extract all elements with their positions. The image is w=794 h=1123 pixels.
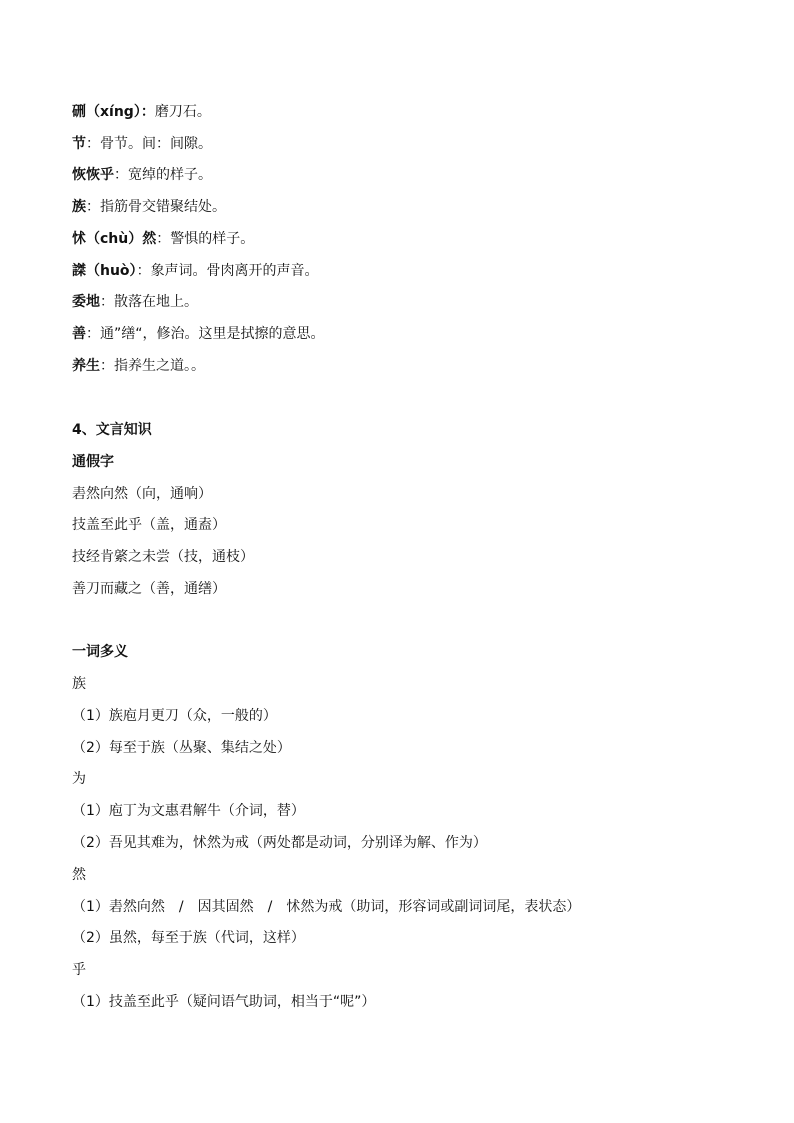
glossary-term: 节 (72, 136, 86, 152)
glossary-term: 謋（huò） (72, 263, 137, 279)
section-heading: 4、文言知识 (72, 422, 152, 438)
glossary-term: 委地 (72, 294, 100, 310)
list-item: 砉然向然（向，通响） (72, 486, 212, 502)
glossary-term: 怵（chù）然 (72, 231, 157, 247)
polysemy-item: （1）技盖至此乎（疑问语气助词，相当于“呢”） (72, 994, 376, 1010)
glossary-sep: ： (100, 358, 114, 374)
glossary-item (72, 230, 254, 248)
glossary-term: 硎（xíng） (72, 104, 141, 120)
glossary-item (72, 103, 211, 121)
polysemy-word: 然 (72, 867, 86, 883)
glossary-def: 骨节。间：间隙。 (100, 136, 212, 152)
glossary-item (72, 357, 205, 375)
glossary-item (72, 198, 226, 216)
polysemy-item: （2）吾见其难为，怵然为戒（两处都是动词，分别译为解、作为） (72, 835, 487, 851)
glossary-def: 指养生之道。。 (114, 358, 205, 374)
glossary-sep: ： (136, 263, 151, 279)
glossary-item (72, 135, 212, 153)
glossary-term: 善 (72, 326, 86, 342)
glossary-term: 恢恢乎 (72, 167, 114, 183)
glossary-sep: ： (86, 199, 100, 215)
glossary-sep: ： (86, 136, 100, 152)
glossary-sep: ： (86, 326, 100, 342)
glossary-def: 象声词。骨肉离开的声音。 (150, 263, 319, 279)
glossary-def: 警惧的样子。 (170, 231, 255, 247)
glossary-term: 养生 (72, 358, 100, 374)
glossary-term: 族 (72, 199, 86, 215)
glossary-item (72, 325, 325, 343)
list-item: 善刀而藏之（善，通缮） (72, 581, 226, 597)
glossary-item (72, 293, 198, 311)
glossary-item (72, 262, 319, 280)
glossary-sep: ： (114, 167, 128, 183)
glossary-sep: ： (100, 294, 114, 310)
glossary-sep: ： (140, 104, 155, 120)
glossary-def: 磨刀石。 (154, 104, 211, 120)
list-item: 技经肯綮之未尝（技，通枝） (72, 549, 254, 565)
glossary-def: 指筋骨交错聚结处。 (100, 199, 226, 215)
polysemy-item: （1）庖丁为文惠君解牛（介词，替） (72, 803, 305, 819)
glossary-def: 宽绰的样子。 (128, 167, 212, 183)
polysemy-word: 族 (72, 676, 86, 692)
glossary-item (72, 166, 212, 184)
polysemy-item: （1）族庖月更刀（众，一般的） (72, 708, 277, 724)
polysemy-item: （2）每至于族（丛聚、集结之处） (72, 740, 291, 756)
glossary-def: 散落在地上。 (114, 294, 198, 310)
list-item: 技盖至此乎（盖，通盍） (72, 517, 226, 533)
polysemy-item: （2）虽然，每至于族（代词，这样） (72, 930, 305, 946)
glossary-def: 通”缮“，修治。这里是拭擦的意思。 (100, 326, 325, 342)
glossary-sep: ： (156, 231, 171, 247)
polysemy-word: 为 (72, 771, 86, 787)
subsection-title-tongjiazi: 通假字 (72, 454, 114, 470)
polysemy-word: 乎 (72, 962, 86, 978)
subsection-title-yiciduoyi: 一词多义 (72, 644, 128, 660)
polysemy-item: （1）砉然向然 / 因其固然 / 怵然为戒（助词，形容词或副词词尾，表状态） (72, 899, 581, 915)
